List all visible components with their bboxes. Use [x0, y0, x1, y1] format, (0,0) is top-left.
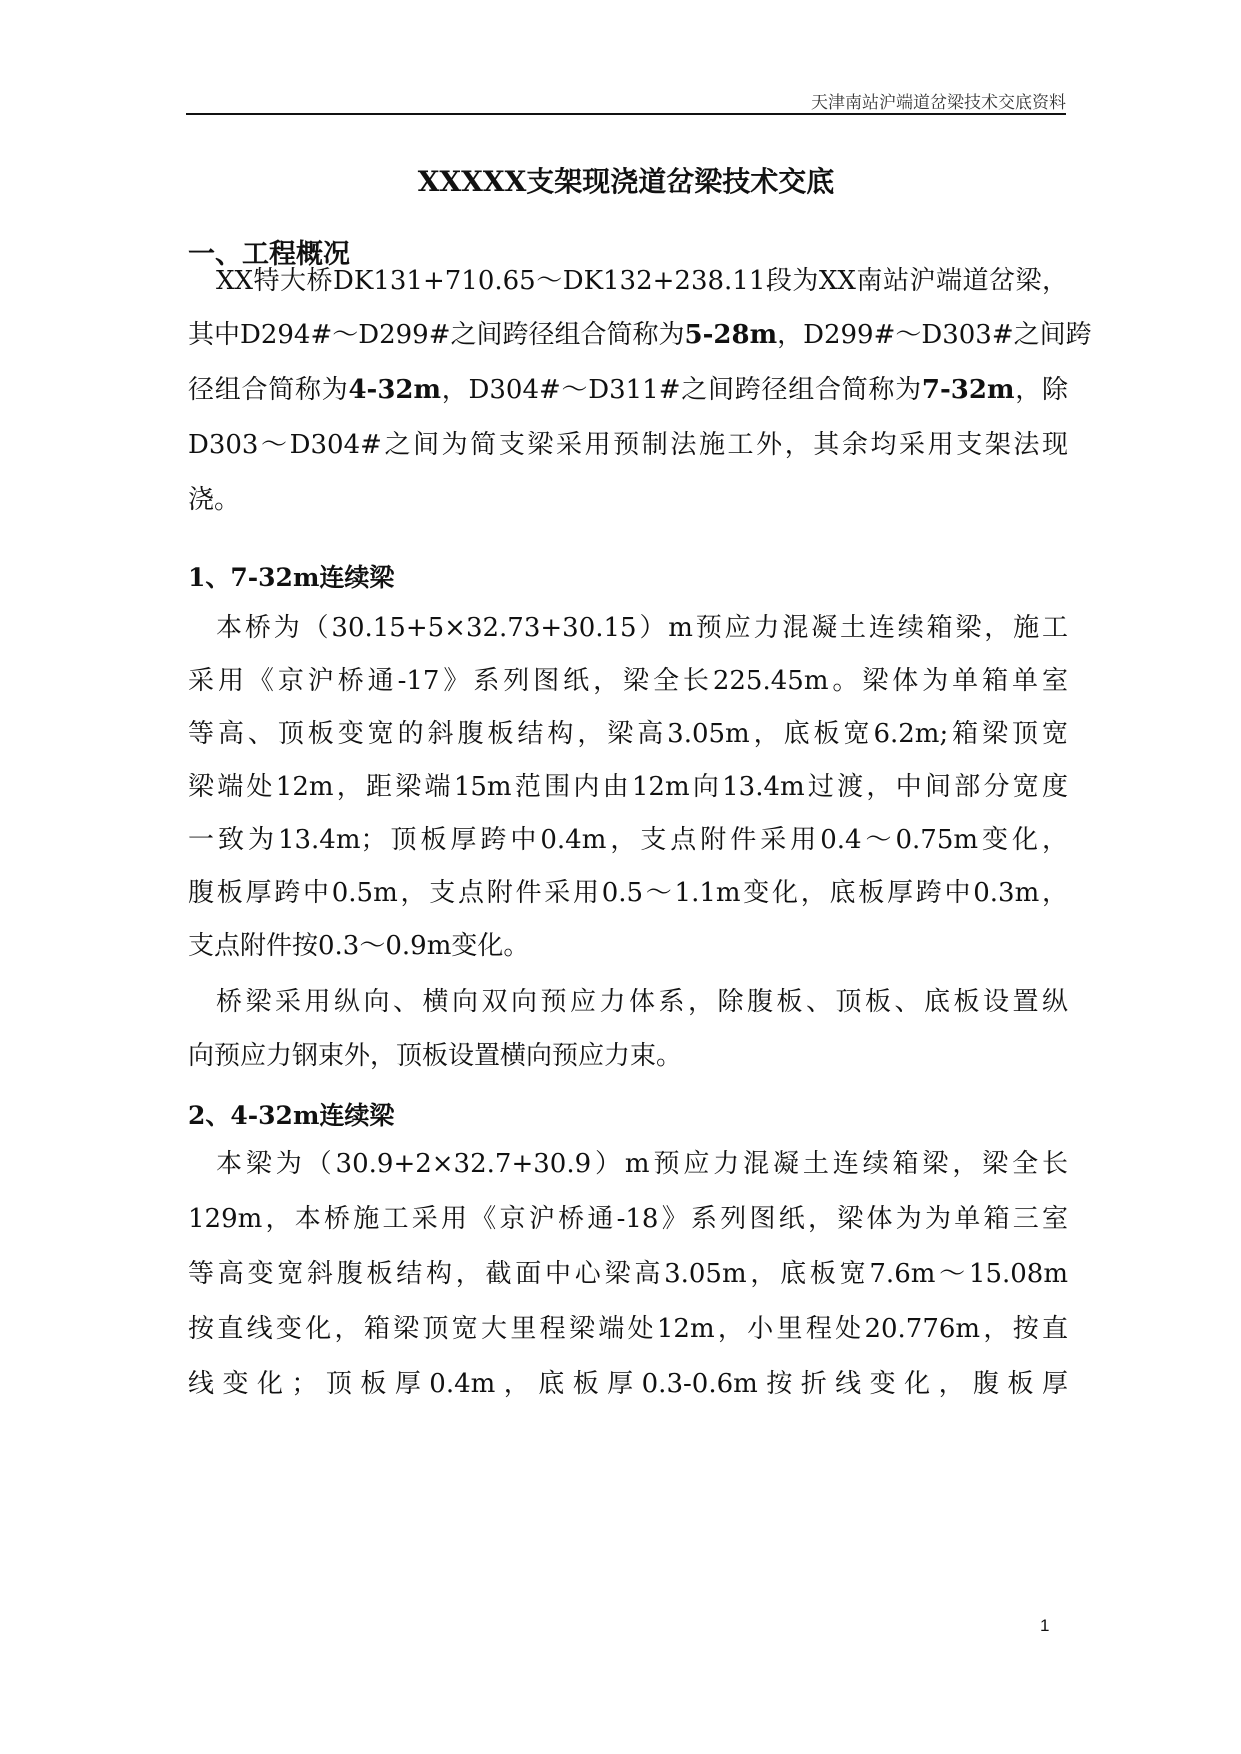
paragraph-line: 等高、顶板变宽的斜腹板结构，梁高3.05m，底板宽6.2m;箱梁顶宽 — [188, 719, 1068, 749]
text-run: 其中D294#～D299#之间跨径组合简称为 — [188, 320, 685, 350]
page-header — [186, 86, 1066, 116]
text-run: ，D299#～D303#之间跨 — [777, 320, 1092, 350]
document-title: XXXXX支架现浇道岔梁技术交底 — [417, 165, 835, 198]
paragraph-line: 本梁为（30.9+2×32.7+30.9）m预应力混凝土连续箱梁，梁全长 — [216, 1149, 1068, 1179]
subsection-heading-4-32m: 2、4-32m连续梁 — [188, 1101, 395, 1130]
paragraph-line: 采用《京沪桥通-17》系列图纸，梁全长225.45m。梁体为单箱单室 — [188, 666, 1068, 696]
paragraph-line: 支点附件按0.3～0.9m变化。 — [188, 931, 530, 961]
paragraph-line — [188, 370, 1068, 410]
paragraph-line: D303～D304#之间为简支梁采用预制法施工外，其余均采用支架法现 — [188, 430, 1068, 460]
paragraph-line: 129m，本桥施工采用《京沪桥通-18》系列图纸，梁体为为单箱三室 — [188, 1204, 1068, 1234]
subsection-heading-7-32m: 1、7-32m连续梁 — [188, 563, 395, 592]
paragraph-line: 梁端处12m，距梁端15m范围内由12m向13.4m过渡，中间部分宽度 — [188, 772, 1068, 802]
paragraph-line: 本桥为（30.15+5×32.73+30.15）m预应力混凝土连续箱梁，施工 — [216, 613, 1068, 643]
paragraph-line: XX特大桥DK131+710.65～DK132+238.11段为XX南站沪端道岔梁， — [216, 266, 1068, 296]
running-head: 天津南站沪端道岔梁技术交底资料 — [811, 93, 1066, 113]
paragraph-line: 向预应力钢束外，顶板设置横向预应力束。 — [188, 1041, 683, 1071]
section-heading-overview: 一、工程概况 — [188, 239, 350, 270]
paragraph-line: 一致为13.4m；顶板厚跨中0.4m，支点附件采用0.4～0.75m变化， — [188, 825, 1068, 855]
paragraph-line: 桥梁采用纵向、横向双向预应力体系，除腹板、顶板、底板设置纵 — [216, 987, 1068, 1017]
paragraph-line: 线变化；顶板厚0.4m，底板厚0.3-0.6m按折线变化，腹板厚 — [188, 1369, 1068, 1399]
paragraph-line: 浇。 — [188, 485, 241, 515]
span-code: 4-32m — [348, 375, 442, 405]
text-run: 径组合简称为 — [188, 375, 349, 405]
span-code: 7-32m — [921, 375, 1015, 405]
paragraph-line: 按直线变化，箱梁顶宽大里程梁端处12m，小里程处20.776m，按直 — [188, 1314, 1068, 1344]
text-run: ，除 — [1014, 375, 1068, 405]
paragraph-line: 腹板厚跨中0.5m，支点附件采用0.5～1.1m变化，底板厚跨中0.3m， — [188, 878, 1068, 908]
paragraph-line: 等高变宽斜腹板结构，截面中心梁高3.05m，底板宽7.6m～15.08m — [188, 1259, 1068, 1289]
page-number: 1 — [1040, 1616, 1050, 1635]
text-run: ，D304#～D311#之间跨径组合简称为 — [441, 375, 922, 405]
span-code: 5-28m — [684, 320, 778, 350]
paragraph-line — [188, 315, 1092, 355]
header-rule — [186, 113, 1066, 115]
